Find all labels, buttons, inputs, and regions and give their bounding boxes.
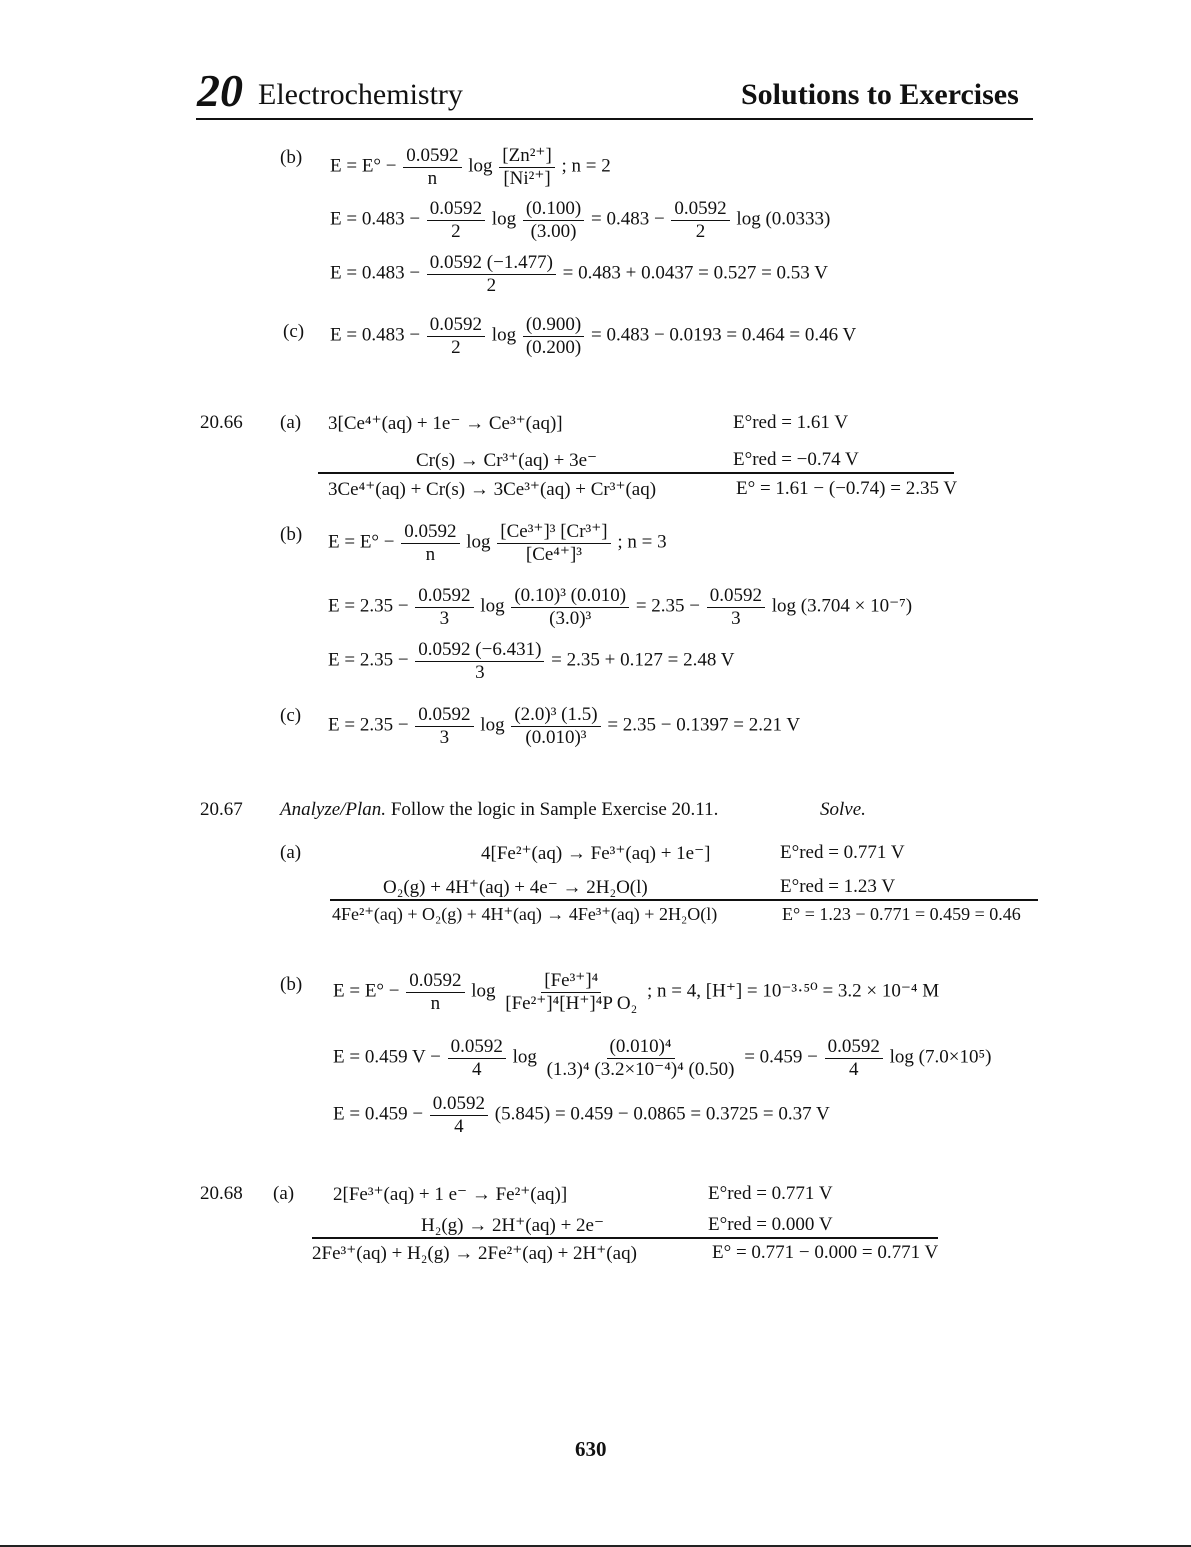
equation-line: E = 0.483 − $\frac{0.0592}{2}$ log $\frac{(0.100)}{(3.00)}$ = 0.483 − $\frac{0.0592}{2}$ log (0.0333) [330,198,831,242]
equation-line: E = E° − $\frac{0.0592}{n}$ log $\frac{\text{[Fe³⁺]⁴}}{\text{[Fe²⁺]⁴[H⁺]⁴P O₂}}$ ; n = 4, [H⁺] = 10⁻³·⁵⁰ = 3.2 × 10⁻⁴ M [333,970,940,1014]
part-label: (b) [280,974,303,995]
section-title: Solutions to Exercises [741,78,1019,111]
equation-line: E = E° − $\frac{0.0592}{n}$ log $\frac{\text{[Ce³⁺]³ [Cr³⁺]}}{\text{[Ce⁴⁺]³}}$ ; n = 3 [328,521,667,565]
potential: E°red = 0.771 V [708,1183,833,1204]
potential: E°red = 1.23 V [780,876,896,897]
half-reaction: O₂(g) + 4H⁺(aq) + 4e⁻ → 2H₂O(l) [383,877,648,898]
problem-number: 20.67 [200,799,243,820]
equation-line: E = 2.35 − $\frac{0.0592 (-6.431)}{3}$ = 2.35 + 0.127 = 2.48 V [328,639,735,683]
potential: E° = 0.771 − 0.000 = 0.771 V [712,1242,939,1263]
sum-rule [318,472,954,474]
sum-rule [312,1237,938,1239]
sum-rule [330,899,1038,901]
equation-line: E = 2.35 − $\frac{0.0592}{3}$ log $\frac{\text{(0.10)³ (0.010)}}{\text{(3.0)³}}$ = 2.35 − $\frac{0.0592}{3}$ log (3.704 × 10⁻⁷) [328,585,913,629]
part-label: (c) [280,705,302,726]
potential: E°red = −0.74 V [733,449,859,470]
overall-reaction: 2Fe³⁺(aq) + H₂(g) → 2Fe²⁺(aq) + 2H⁺(aq) [312,1243,637,1264]
problem-number: 20.66 [200,412,243,433]
part-label: (b) [280,524,303,545]
chapter-title: Electrochemistry [258,78,463,111]
equation-line: E = 2.35 − $\frac{0.0592}{3}$ log $\frac{\text{(2.0)³ (1.5)}}{\text{(0.010)³}}$ = 2.35 − 0.1397 = 2.21 V [328,704,801,748]
part-label: (c) [283,321,305,342]
equation-line: E = E° − $\frac{0.0592}{n}$ log $\frac{\text{[Zn²⁺]}}{\text{[Ni²⁺]}}$ ; n = 2 [330,145,611,189]
part-label: (a) [280,412,302,433]
half-reaction: 3[Ce⁴⁺(aq) + 1e⁻ → Ce³⁺(aq)] [328,413,563,434]
analyze-plan: Analyze/Plan. Follow the logic in Sample Exercise 20.11. [280,799,719,820]
potential: E°red = 0.771 V [780,842,905,863]
page-number: 630 [575,1437,607,1461]
overall-reaction: 3Ce⁴⁺(aq) + Cr(s) → 3Ce³⁺(aq) + Cr³⁺(aq) [328,479,657,500]
part-label: (a) [273,1183,295,1204]
problem-number: 20.68 [200,1183,243,1204]
half-reaction: 4[Fe²⁺(aq) → Fe³⁺(aq) + 1e⁻] [481,843,711,864]
half-reaction: 2[Fe³⁺(aq) + 1 e⁻ → Fe²⁺(aq)] [333,1184,568,1205]
overall-reaction: 4Fe²⁺(aq) + O₂(g) + 4H⁺(aq) → 4Fe³⁺(aq) + 2H₂O(l) [332,904,718,924]
equation-line: E = 0.483 − $\frac{0.0592 (-1.477)}{2}$ = 0.483 + 0.0437 = 0.527 = 0.53 V [330,252,828,296]
part-label: (a) [280,842,302,863]
half-reaction: H₂(g) → 2H⁺(aq) + 2e⁻ [421,1215,605,1236]
half-reaction: Cr(s) → Cr³⁺(aq) + 3e⁻ [416,450,598,471]
equation-line: E = 0.459 − $\frac{0.0592}{4}$ (5.845) = 0.459 − 0.0865 = 0.3725 = 0.37 V [333,1093,830,1137]
potential: E° = 1.23 − 0.771 = 0.459 = 0.46 [782,904,1021,924]
part-label: (b) [280,147,303,168]
equation-line: E = 0.459 V − $\frac{0.0592}{4}$ log $\frac{\text{(0.010)⁴}}{\text{(1.3)⁴ (3.2×10⁻⁴)⁴ (0.50)}}$ = 0.459 − $\frac{0.0592}{4}$ log (7.0×10⁵) [333,1036,992,1080]
header-rule [196,118,1033,120]
solve-label: Solve. [820,799,866,820]
equation-line: E = 0.483 − $\frac{0.0592}{2}$ log $\frac{(0.900)}{(0.200)}$ = 0.483 − 0.0193 = 0.464 = 0.46 V [330,314,857,358]
potential: E°red = 0.000 V [708,1214,833,1235]
potential: E° = 1.61 − (−0.74) = 2.35 V [736,478,958,499]
potential: E°red = 1.61 V [733,412,849,433]
chapter-number: 20 [197,65,243,116]
